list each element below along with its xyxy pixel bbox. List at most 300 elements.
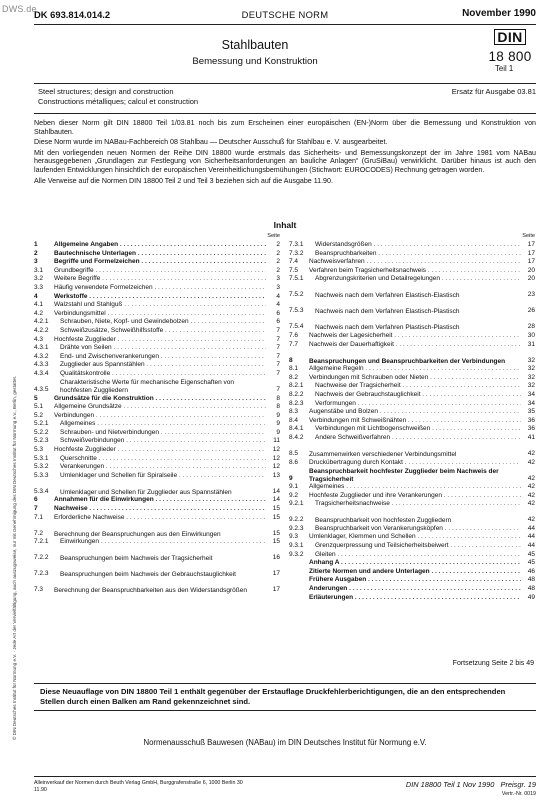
toc-entry-title: Nachweis der Dauerhaftigkeit . . . (309, 341, 521, 350)
toc-entry-title: Allgemeine Angaben . . . (54, 241, 266, 250)
toc-entry-title: Häufig verwendete Formelzeichen . . . (54, 284, 266, 293)
toc-entry-number: 4.3.1 (34, 344, 49, 352)
toc-entry-page: 15 (272, 529, 280, 537)
toc-entry (289, 267, 535, 276)
toc-entry-title: Werkstoffe . . . (54, 293, 266, 302)
toc-entry-title: Beanspruchbarkeiten . . . (315, 250, 521, 259)
toc-entry-page: 36 (527, 425, 535, 433)
toc-entry-number: 7.2 (34, 529, 44, 537)
toc-entry-page: 7 (276, 352, 280, 360)
toc-entry-number: 4.3.2 (34, 352, 49, 360)
toc-entry (289, 300, 535, 316)
toc-entry-page: 44 (527, 524, 535, 532)
toc-entry-page: 3 (276, 275, 280, 283)
toc-entry (34, 327, 280, 336)
toc-entry (34, 563, 280, 579)
toc-entry-title: Walzstahl und Stahlguß . . . (54, 301, 266, 310)
toc-entry-title: Verbindungsmittel . . . (54, 310, 266, 319)
toc-entry (289, 568, 535, 577)
toc-entry-title: Änderungen . . . (309, 585, 521, 594)
toc-entry-page: 32 (527, 365, 535, 373)
toc-entry-title: Grundbegriffe . . . (54, 267, 266, 276)
toc-entry-number: 7.5.3 (289, 307, 304, 315)
toc-entry-page: 7 (276, 344, 280, 352)
toc-entry-number: 8.5 (289, 449, 299, 457)
toc-entry-number: 7 (34, 505, 38, 513)
toc-entry-page: 7 (276, 369, 280, 377)
toc-entry (34, 505, 280, 514)
toc-entry-number: 5.3.2 (34, 463, 49, 471)
publisher-line: Normenausschuß Bauwesen (NABau) im DIN Deutsches Institut für Normung e.V. (143, 738, 427, 747)
toc-entry-page: 42 (527, 516, 535, 524)
toc-entry (34, 301, 280, 310)
toc-entry (34, 361, 280, 370)
toc-entry (34, 344, 280, 353)
din-logo: DIN (494, 29, 525, 45)
toc-entry-page: 30 (527, 331, 535, 339)
intro-paragraph: Neben dieser Norm gilt DIN 18800 Teil 1/03.81 noch bis zum Erscheinen einer europäischen (EN-)Norm über die Bemessung und Konstruktion von Stahlbauten. (34, 119, 536, 136)
toc-entry-title: Nachweis der Lagesicherheit . . . (309, 332, 521, 341)
toc-entry-title: Zugglieder aus Spannstählen . . . (60, 361, 266, 370)
toc-entry-number: 5.3 (34, 446, 44, 454)
toc-entry-page: 41 (527, 433, 535, 441)
toc-entry (34, 370, 280, 379)
din-part: Teil 1 (495, 64, 514, 73)
toc-entry-title: Zusammenwirken verschiedener Verbindungsmittel (309, 450, 457, 458)
toc-entry-page: 17 (527, 249, 535, 257)
toc-entry-page: 42 (527, 500, 535, 508)
toc-entry-page: 15 (272, 513, 280, 521)
toc-entry (34, 353, 280, 362)
toc-entry-title: Schrauben, Niete, Kopf- und Gewindebolzen . . . (60, 318, 266, 327)
toc-entry-page: 42 (527, 474, 535, 482)
toc-entry (289, 391, 535, 400)
toc-entry-number: 5.2.1 (34, 420, 49, 428)
toc-entry (34, 437, 280, 446)
toc-entry-number: 7.5.4 (289, 323, 304, 331)
toc-entry-page: 34 (527, 390, 535, 398)
toc-entry-page: 14 (272, 487, 280, 495)
toc-entry-title: Druckübertragung durch Kontakt . . . (309, 459, 521, 468)
toc-entry (34, 463, 280, 472)
toc-entry-number: 7.2.1 (34, 538, 49, 546)
toc-entry-title: Frühere Ausgaben . . . (309, 576, 521, 585)
toc-entry-number: 8.4.2 (289, 433, 304, 441)
toc-entry-number: 3.3 (34, 283, 44, 291)
toc-entry-number: 7.5 (289, 266, 299, 274)
toc-entry (34, 336, 280, 345)
toc-entry (34, 258, 280, 267)
toc-entry-title: Berechnung der Beanspruchbarkeiten aus den Widerstandsgrößen (54, 587, 247, 595)
toc-entry (34, 480, 280, 496)
toc-entry-number: 8.2.1 (289, 382, 304, 390)
toc-entry-page: 35 (527, 408, 535, 416)
toc-entry (289, 400, 535, 409)
toc-entry-number: 5.2.3 (34, 437, 49, 445)
toc-entry-title: Bautechnische Unterlagen . . . (54, 250, 266, 259)
toc-entry (34, 472, 280, 481)
dk-number: DK 693.814.014.2 (34, 9, 111, 20)
toc-entry-page: 26 (527, 307, 535, 315)
toc-entry-title: Beanspruchbarkeit von Verankerungsköpfen . . . (315, 525, 521, 534)
document-subtitle: Bemessung und Konstruktion (192, 56, 318, 67)
toc-entry-page: 17 (527, 241, 535, 248)
toc-entry-number: 4.3.5 (34, 385, 49, 393)
toc-entry-page: 3 (276, 283, 280, 291)
toc-entry-page: 2 (276, 258, 280, 266)
toc-entry-page: 42 (527, 483, 535, 491)
contents-column-right (289, 233, 535, 602)
toc-entry (289, 434, 535, 443)
toc-entry (34, 538, 280, 547)
toc-entry-page: 23 (527, 291, 535, 299)
toc-entry-page: 48 (527, 576, 535, 584)
toc-entry-page: 20 (527, 275, 535, 283)
toc-entry-number: 7.5.2 (289, 291, 304, 299)
toc-entry (289, 594, 535, 603)
toc-entry (289, 408, 535, 417)
toc-entry-title: Annahmen für die Einwirkungen . . . (54, 496, 266, 505)
toc-entry-number: 8 (289, 356, 293, 364)
toc-entry (34, 522, 280, 538)
toc-entry-number: 5.2 (34, 411, 44, 419)
toc-entry-page: 7 (276, 361, 280, 369)
toc-entry-number: 9.3 (289, 533, 299, 541)
toc-entry-page: 15 (272, 538, 280, 546)
toc-entry-number: 8.4.1 (289, 425, 304, 433)
toc-entry (34, 293, 280, 302)
toc-entry (34, 496, 280, 505)
toc-entry-title: Verankerungen . . . (60, 463, 266, 472)
toc-entry-page: 7 (276, 326, 280, 334)
toc-entry (289, 284, 535, 300)
toc-entry (289, 332, 535, 341)
toc-entry-title: Einwirkungen . . . (60, 538, 266, 547)
toc-entry-number: 3 (34, 258, 38, 266)
toc-entry (289, 542, 535, 551)
toc-entry (289, 525, 535, 534)
toc-entry-title: Grenzquerpressung und Teilsicherheitsbeiwert . . . (315, 542, 521, 551)
toc-entry-number: 5 (34, 394, 38, 402)
toc-entry-page: 9 (276, 428, 280, 436)
toc-entry-number: 5.1 (34, 403, 44, 411)
toc-entry-number: 5.3.3 (34, 471, 49, 479)
toc-entry (34, 250, 280, 259)
document-title: Stahlbauten (221, 38, 289, 52)
toc-entry (289, 316, 535, 332)
toc-entry-title: Verbindungen mit Schrauben oder Nieten . . . (309, 374, 521, 383)
toc-entry-number: 7.6 (289, 331, 299, 339)
toc-entry-page: 44 (527, 533, 535, 541)
toc-entry (289, 500, 535, 509)
footer-edition: 11.90 (34, 786, 47, 793)
toc-entry-number: 9.2.1 (289, 500, 304, 508)
toc-entry (289, 349, 535, 365)
toc-entry-page: 12 (272, 463, 280, 471)
toc-entry-title: Verbindungen . . . (54, 412, 266, 421)
footer-din-ref: DIN 18800 Teil 1 Nov 1990 (405, 780, 495, 789)
intro-paragraph: Alle Verweise auf die Normen DIN 18800 Teil 2 und Teil 3 beziehen sich auf die Ausgabe 11.90. (34, 176, 333, 185)
contents-column-left (34, 233, 280, 595)
toc-entry-page: 31 (527, 340, 535, 348)
toc-entry-title: Beanspruchungen beim Nachweis der Tragsicherheit (60, 555, 213, 563)
toc-entry-page: 7 (276, 385, 280, 393)
toc-entry-number: 7.5.1 (289, 275, 304, 283)
toc-entry-page: 17 (272, 570, 280, 578)
toc-entry (289, 374, 535, 383)
toc-entry-title: Augenstäbe und Bolzen . . . (309, 408, 521, 417)
intro-paragraph: Mit den vorliegenden neuen Normen der Reihe DIN 18800 wurde erstmals das Sicherheits- und Bemessungskonzept der im Jahre 1981 vom NABau herausgegebenen „Grundlagen zur Festlegung von Sicherheitsanforderungen an bauliche Anlagen“ (GruSiBau) verwirklicht. Darüber hinaus ist auch den laufenden Entwicklungen hinsichtlich der europäischen Vereinheitlichungsbemühungen (Stichwort: EUROCODES) Rechnung getragen worden. (34, 148, 536, 174)
toc-entry (34, 514, 280, 523)
toc-entry-page: 17 (527, 258, 535, 266)
toc-entry (289, 551, 535, 560)
header-rule (34, 24, 536, 25)
toc-entry-number: 9.2 (289, 491, 299, 499)
footer-left (34, 780, 364, 793)
toc-entry-title: Beanspruchungen beim Nachweis der Gebrauchstauglichkeit (60, 571, 236, 579)
toc-entry-page: 45 (527, 550, 535, 558)
toc-entry (34, 379, 280, 395)
toc-entry-number: 7.3.2 (289, 249, 304, 257)
toc-entry-page: 48 (527, 585, 535, 593)
toc-entry (34, 241, 280, 250)
toc-entry-title: Nachweis der Gebrauchstauglichkeit . . . (315, 391, 521, 400)
toc-entry-number: 6 (34, 496, 38, 504)
title-block (34, 26, 536, 84)
toc-entry-title: Abgrenzungskriterien und Detailregelungen . . . (315, 275, 521, 284)
toc-entry (34, 446, 280, 455)
introduction (34, 119, 536, 187)
toc-entry-title: Verfahren beim Tragsicherheitsnachweis . . . (309, 267, 521, 276)
continuation-note: Fortsetzung Seite 2 bis 49 (452, 660, 534, 667)
toc-entry (289, 425, 535, 434)
toc-entry-number: 4.3.3 (34, 361, 49, 369)
toc-entry-page: 44 (527, 542, 535, 550)
toc-entry-page: 32 (527, 382, 535, 390)
toc-entry-page: 7 (276, 335, 280, 343)
toc-entry-number: 9.3.1 (289, 542, 304, 550)
toc-entry-title: Schrauben- und Nietverbindungen . . . (60, 429, 266, 438)
toc-entry-page: 2 (276, 241, 280, 248)
toc-entry (289, 509, 535, 525)
toc-entry-title: Anhang A . . . (309, 559, 521, 568)
toc-entry-title: Begriffe und Formelzeichen . . . (54, 258, 266, 267)
intro-paragraph: Diese Norm wurde im NABau-Fachbereich 08 Stahlbau — Deutscher Ausschuß für Stahlbau e. V. ausgearbeitet. (34, 138, 388, 147)
toc-entry-title: Zitierte Normen und andere Unterlagen . . . (309, 568, 521, 577)
toc-entry-title: Beanspruchbarkeit hochfester Zugglieder beim Nachweis der Tragsicherheit (309, 467, 499, 483)
toc-entry-title: Hochfeste Zugglieder . . . (54, 336, 266, 345)
toc-entry-number: 8.4 (289, 416, 299, 424)
toc-entry-page: 2 (276, 249, 280, 257)
toc-entry (289, 559, 535, 568)
toc-entry (34, 403, 280, 412)
toc-entry-title: Hochfeste Zugglieder . . . (54, 446, 266, 455)
toc-entry-title: Umlenklager und Schellen für Spiralseile . . . (60, 472, 266, 481)
issue-date: November 1990 (462, 8, 536, 19)
toc-entry (34, 429, 280, 438)
toc-entry-number: 3.1 (34, 266, 44, 274)
toc-entry-page: 9 (276, 411, 280, 419)
toc-entry-number: 4.3.4 (34, 369, 49, 377)
toc-entry (289, 467, 535, 483)
toc-entry-page: 32 (527, 356, 535, 364)
toc-entry-title: Schweißzusätze, Schweißhilfsstoffe . . . (60, 327, 266, 336)
watermark: DWS.de (2, 4, 37, 14)
toc-entry-title: Gleiten . . . (315, 551, 521, 560)
toc-entry-number: 3.2 (34, 275, 44, 283)
toc-entry-page: 4 (276, 292, 280, 300)
copyright-text: © DIN Deutsches Institut für Normung e.V. · Jede Art der Vervielfältigung, auch auszugsweise, nur mit Genehmigung des DIN Deutsches Institut für Normung e.V., Berlin, gestattet. (12, 375, 17, 740)
footer-rule (34, 776, 536, 777)
toc-entry-title: Andere Schweißverfahren . . . (315, 434, 521, 443)
sales-note: Alleinverkauf der Normen durch Beuth Verlag GmbH, Burggrafenstraße 6, 1000 Berlin 30 (34, 780, 243, 786)
toc-entry-title: Allgemeines . . . (60, 420, 266, 429)
toc-entry-title: Nachweis nach dem Verfahren Plastisch-Plastisch (315, 324, 460, 332)
toc-entry-number: 9.2.3 (289, 524, 304, 532)
toc-entry-page: 14 (272, 496, 280, 504)
toc-entry-number: 2 (34, 249, 38, 257)
toc-entry (289, 250, 535, 259)
document-header (34, 8, 536, 22)
toc-entry-title: Verformungen . . . (315, 400, 521, 409)
toc-entry (34, 420, 280, 429)
toc-entry-number: 7.7 (289, 340, 299, 348)
din-number: 18 800 (488, 49, 532, 64)
toc-entry-number: 8.3 (289, 408, 299, 416)
toc-entry-page: 42 (527, 458, 535, 466)
toc-entry-title: Verbindungen mit Schweißnähten . . . (309, 417, 521, 426)
toc-entry (289, 483, 535, 492)
toc-entry (289, 492, 535, 501)
toc-entry-number: 7.3 (34, 586, 44, 594)
toc-entry-title: Umlenklager, Klemmen und Schellen . . . (309, 533, 521, 542)
toc-entry-page: 17 (272, 586, 280, 594)
contents-heading: Inhalt (273, 220, 297, 230)
toc-entry (289, 275, 535, 284)
toc-entry (34, 579, 280, 595)
toc-entry-title: Drähte von Seilen . . . (60, 344, 266, 353)
toc-entry-page: 12 (272, 446, 280, 454)
toc-entry-page: 34 (527, 399, 535, 407)
toc-entry-page: 45 (527, 559, 535, 567)
page-column-label: Seite (267, 233, 280, 239)
toc-entry-page: 8 (276, 394, 280, 402)
toc-entry-page: 32 (527, 373, 535, 381)
din-number-box (484, 29, 536, 73)
toc-entry-page: 4 (276, 301, 280, 309)
toc-entry (34, 267, 280, 276)
toc-entry-title: Hochfeste Zugglieder und ihre Verankerungen . . . (309, 492, 521, 501)
toc-entry-page: 9 (276, 420, 280, 428)
toc-entry-title: Erläuterungen . . . (309, 594, 521, 603)
toc-entry-page: 11 (273, 437, 280, 445)
toc-entry (289, 443, 535, 459)
toc-entry-number: 9.1 (289, 483, 299, 491)
toc-entry-title: Nachweisverfahren . . . (309, 258, 521, 267)
toc-entry-page: 42 (527, 491, 535, 499)
toc-entry (289, 459, 535, 468)
revision-notice: Diese Neuauflage von DIN 18800 Teil 1 enthält gegenüber der Erstauflage Druckfehlerberichtigungen, die an den entsprechenden Stellen durch einen Balken am Rand gekennzeichnet sind. (34, 683, 536, 711)
page-column-label: Seite (522, 233, 535, 239)
french-title: Constructions métalliques; calcul et construction (38, 97, 199, 106)
toc-entry-page: 16 (272, 554, 280, 562)
toc-entry (289, 241, 535, 250)
toc-entry-title: Erforderliche Nachweise . . . (54, 514, 266, 523)
toc-entry-number: 7.4 (289, 258, 299, 266)
toc-entry (34, 455, 280, 464)
english-title: Steel structures; design and construction (38, 87, 174, 96)
toc-entry-number: 8.2 (289, 373, 299, 381)
toc-entry-title: Widerstandsgrößen . . . (315, 241, 521, 250)
price-group: Preisgr. 19 (500, 780, 536, 789)
toc-entry-number: 4.2 (34, 309, 44, 317)
toc-entry-number: 5.2.2 (34, 428, 49, 436)
toc-entry-number: 9 (289, 474, 293, 482)
toc-entry (34, 395, 280, 404)
toc-entry (34, 284, 280, 293)
toc-entry-number: 7.2.2 (34, 554, 49, 562)
toc-entry-page: 15 (272, 505, 280, 513)
toc-entry-number: 7.1 (34, 513, 44, 521)
toc-entry-number: 8.6 (289, 458, 299, 466)
toc-entry-title: Nachweise der Tragsicherheit . . . (315, 382, 521, 391)
toc-entry (34, 310, 280, 319)
toc-entry-page: 8 (276, 403, 280, 411)
toc-entry-number: 9.2.2 (289, 516, 304, 524)
toc-entry-page: 12 (272, 454, 280, 462)
toc-entry-number: 8.1 (289, 365, 299, 373)
toc-entry-page: 28 (527, 323, 535, 331)
subtitle-rule (34, 113, 536, 114)
footer-document-id (406, 780, 536, 789)
toc-entry-number: 7.2.3 (34, 570, 49, 578)
toc-entry-title: Beanspruchungen und Beanspruchbarkeiten der Verbindungen (309, 357, 506, 365)
toc-entry-number: 4.2.1 (34, 318, 49, 326)
toc-entry (289, 258, 535, 267)
toc-entry-title: Nachweise . . . (54, 505, 266, 514)
toc-entry-page: 2 (276, 266, 280, 274)
toc-entry-page: 20 (527, 266, 535, 274)
copyright-side-note (1, 120, 17, 740)
toc-entry-page: 6 (276, 309, 280, 317)
toc-entry-number: 8.2.3 (289, 399, 304, 407)
toc-entry-title: Schweißverbindungen . . . (60, 437, 266, 446)
toc-entry-number: 4.2.2 (34, 326, 49, 334)
toc-entry-number: 8.2.2 (289, 390, 304, 398)
toc-entry-page: 6 (276, 318, 280, 326)
toc-entry (289, 585, 535, 594)
toc-entry (289, 365, 535, 374)
toc-entry-number: 5.3.4 (34, 487, 49, 495)
toc-entry (289, 341, 535, 350)
toc-entry-number: 4.1 (34, 301, 44, 309)
replaces-edition: Ersatz für Ausgabe 03.81 (451, 87, 536, 96)
toc-entry-title: Querschnitte . . . (60, 455, 266, 464)
toc-entry-title: Umlenklager und Schellen für Zugglieder aus Spannstählen (60, 488, 232, 496)
toc-entry-number: 4.3 (34, 335, 44, 343)
toc-entry-number: 9.3.2 (289, 550, 304, 558)
toc-entry (289, 576, 535, 585)
toc-entry-title: Charakteristische Werte für mechanische Eigenschaften von hochfesten Zuggliedern (60, 379, 235, 394)
toc-entry-title: Nachweis nach dem Verfahren Elastisch-Plastisch (315, 308, 460, 316)
norm-type: DEUTSCHE NORM (241, 9, 329, 20)
toc-entry-title: Allgemeines . . . (309, 483, 521, 492)
toc-entry-number: 5.3.1 (34, 454, 49, 462)
toc-entry-title: Allgemeine Regeln . . . (309, 365, 521, 374)
toc-entry (289, 417, 535, 426)
toc-entry-title: Qualitätskontrolle . . . (60, 370, 266, 379)
toc-entry (289, 382, 535, 391)
